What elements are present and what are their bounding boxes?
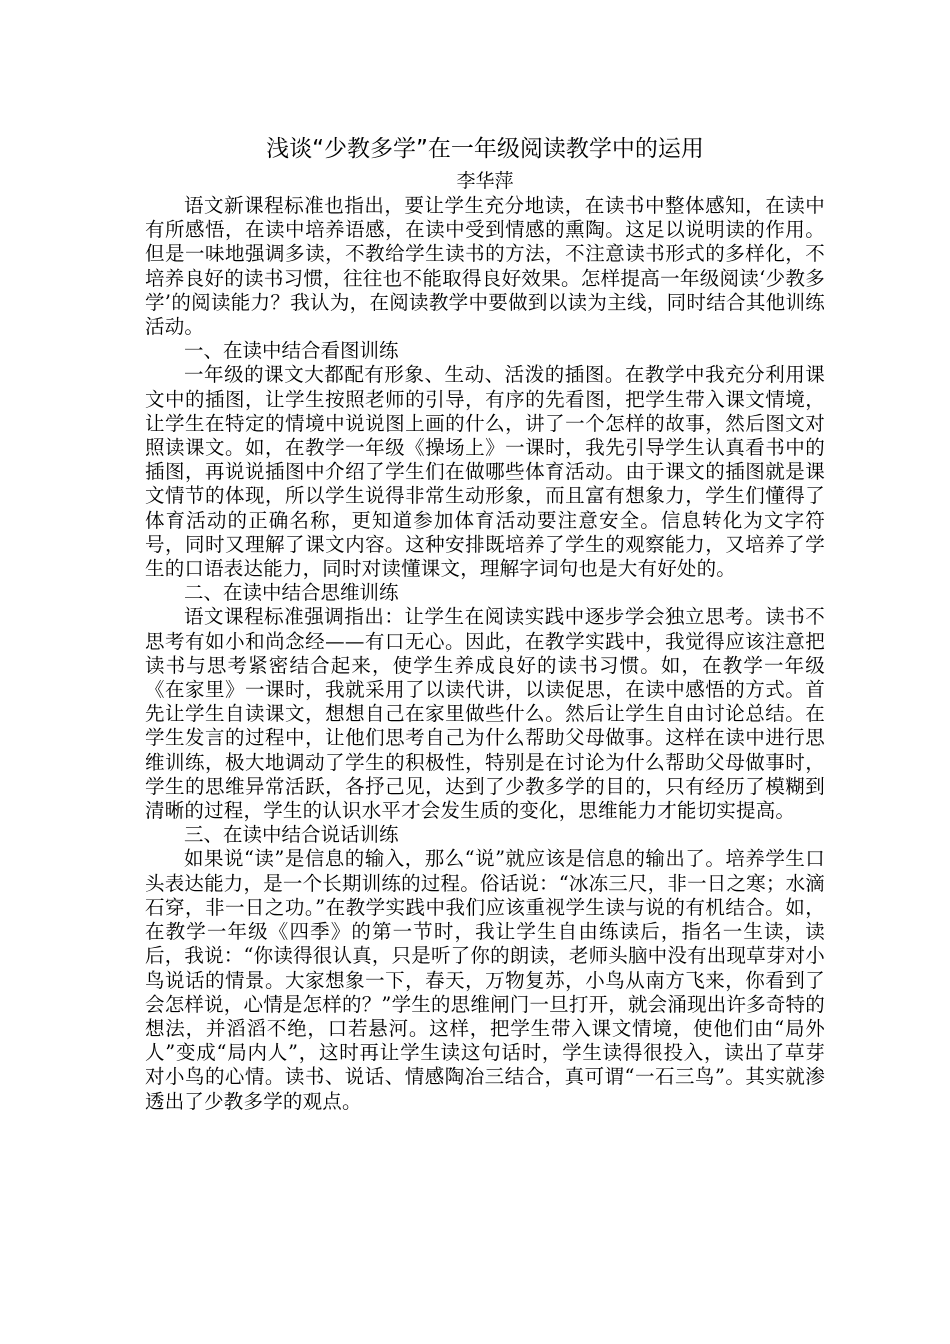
section-heading-3: 三、在读中结合说话训练	[184, 823, 399, 847]
section-heading-2: 二、在读中结合思维训练	[184, 581, 399, 605]
document-page	[145, 130, 825, 1114]
section-heading-1: 一、在读中结合看图训练	[184, 339, 399, 363]
author-name: 李华萍	[456, 170, 514, 192]
section-body-3: 如果说“读”是信息的输入，那么“说”就应该是信息的输出了。培养学生口头表达能力，是一个长期训练的过程。俗话说：“冰冻三尺，非一日之寒；水滴石穿，非一日之功。”在教学实践中我们应该重视学生读与说的有机结合。如，在教学一年级《四季》的第一节时，我让学生自由练读后，指名一生读，读后，我说：“你读得很认真，只是听了你的朗读，老师头脑中没有出现草芽对小鸟说话的情景。大家想象一下，春天，万物复苏，小鸟从南方飞来，你看到了会怎样说，心情是怎样的？”学生的思维闸门一旦打开，就会涌现出许多奇特的想法，并滔滔不绝，口若悬河。这样，把学生带入课文情境，使他们由“局外人”变成“局内人”，这时再让学生读这句话时，学生读得很投入，读出了草芽对小鸟的心情。读书、说话、情感陶冶三结合，真可谓“一石三鸟”。其实就渗透出了少教多学的观点。	[145, 847, 825, 1113]
intro-paragraph: 语文新课程标准也指出，要让学生充分地读，在读书中整体感知，在读中有所感悟，在读中培养语感，在读中受到情感的熏陶。这足以说明读的作用。但是一味地强调多读，不教给学生读书的方法，不注意读书形式的多样化，不培养良好的读书习惯，往往也不能取得良好效果。怎样提高一年级阅读‘少教多学’的阅读能力？我认为，在阅读教学中要做到以读为主线，同时结合其他训练活动。	[145, 194, 825, 339]
document-title: 浅谈“少教多学”在一年级阅读教学中的运用	[266, 136, 704, 162]
section-body-2: 语文课程标准强调指出：让学生在阅读实践中逐步学会独立思考。读书不思考有如小和尚念经——有口无心。因此，在教学实践中，我觉得应该注意把读书与思考紧密结合起来，使学生养成良好的读书习惯。如，在教学一年级《在家里》一课时，我就采用了以读代讲，以读促思，在读中感悟的方式。首先让学生自读课文，想想自己在家里做些什么。然后让学生自由讨论总结。在学生发言的过程中，让他们思考自己为什么帮助父母做事。这样在读中进行思维训练，极大地调动了学生的积极性，特别是在讨论为什么帮助父母做事时，学生的思维异常活跃，各抒己见，达到了少教多学的目的，只有经历了模糊到清晰的过程，学生的认识水平才会发生质的变化，思维能力才能切实提高。	[145, 605, 825, 823]
section-body-1: 一年级的课文大都配有形象、生动、活泼的插图。在教学中我充分利用课文中的插图，让学生按照老师的引导，有序的先看图，把学生带入课文情境，让学生在特定的情境中说说图上画的什么，讲了一个怎样的故事，然后图文对照读课文。如，在教学一年级《操场上》一课时，我先引导学生认真看书中的插图，再说说插图中介绍了学生们在做哪些体育活动。由于课文的插图就是课文情节的体现，所以学生说得非常生动形象，而且富有想象力，学生们懂得了体育活动的正确名称，更知道参加体育活动要注意安全。信息转化为文字符号，同时又理解了课文内容。这种安排既培养了学生的观察能力，又培养了学生的口语表达能力，同时对读懂课文，理解字词句也是大有好处的。	[145, 363, 825, 581]
